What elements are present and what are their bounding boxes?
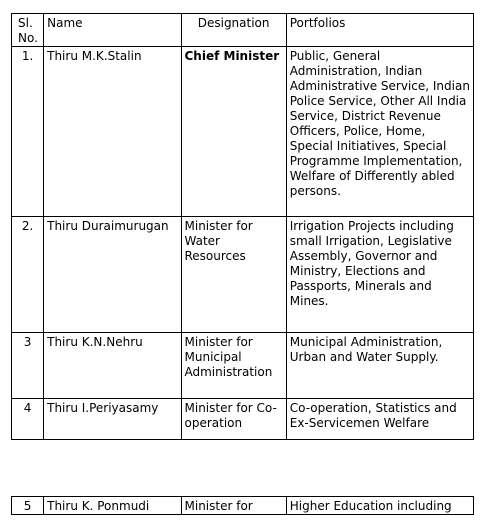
cell-portfolios: Public, General Administration, Indian Administrative Service, Indian Police Service, Other All India Service, District Revenue Officers, Police, Home, Special Initiatives, Special Programme Implementation, Welfare of Differently abled persons. — [286, 47, 473, 217]
cell-sl-no: 1. — [12, 47, 44, 217]
cell-portfolios: Co-operation, Statistics and Ex-Servicemen Welfare — [286, 399, 473, 440]
header-sl-no: Sl. No. — [12, 14, 44, 47]
table-row — [12, 399, 474, 440]
cell-designation: Minister for Co-operation — [181, 399, 286, 440]
cell-name: Thiru Duraimurugan — [44, 217, 181, 333]
cell-sl-no: 4 — [12, 399, 44, 440]
table-row — [12, 217, 474, 333]
cell-sl-no: 3 — [12, 333, 44, 399]
cell-designation: Chief Minister — [181, 47, 286, 217]
cell-portfolios: Irrigation Projects including small Irrigation, Legislative Assembly, Governor and Ministry, Elections and Passports, Minerals and Mines. — [286, 217, 473, 333]
table-row — [12, 333, 474, 399]
cell-sl-no: 5 — [12, 497, 44, 515]
ministers-table-continued — [11, 496, 474, 515]
cell-name: Thiru I.Periyasamy — [44, 399, 181, 440]
cell-designation: Minister for Municipal Administration — [181, 333, 286, 399]
table-row — [12, 497, 474, 515]
header-name: Name — [44, 14, 181, 47]
cell-designation: Minister for — [181, 497, 286, 515]
cell-name: Thiru K.N.Nehru — [44, 333, 181, 399]
cell-portfolios: Higher Education including — [286, 497, 473, 515]
cell-portfolios: Municipal Administration, Urban and Water Supply. — [286, 333, 473, 399]
cell-sl-no: 2. — [12, 217, 44, 333]
cell-name: Thiru K. Ponmudi — [44, 497, 181, 515]
cell-designation: Minister for Water Resources — [181, 217, 286, 333]
table-header-row — [12, 14, 474, 47]
table-row — [12, 47, 474, 217]
cell-name: Thiru M.K.Stalin — [44, 47, 181, 217]
header-designation: Designation — [181, 14, 286, 47]
ministers-table — [11, 13, 474, 440]
header-portfolios: Portfolios — [286, 14, 473, 47]
